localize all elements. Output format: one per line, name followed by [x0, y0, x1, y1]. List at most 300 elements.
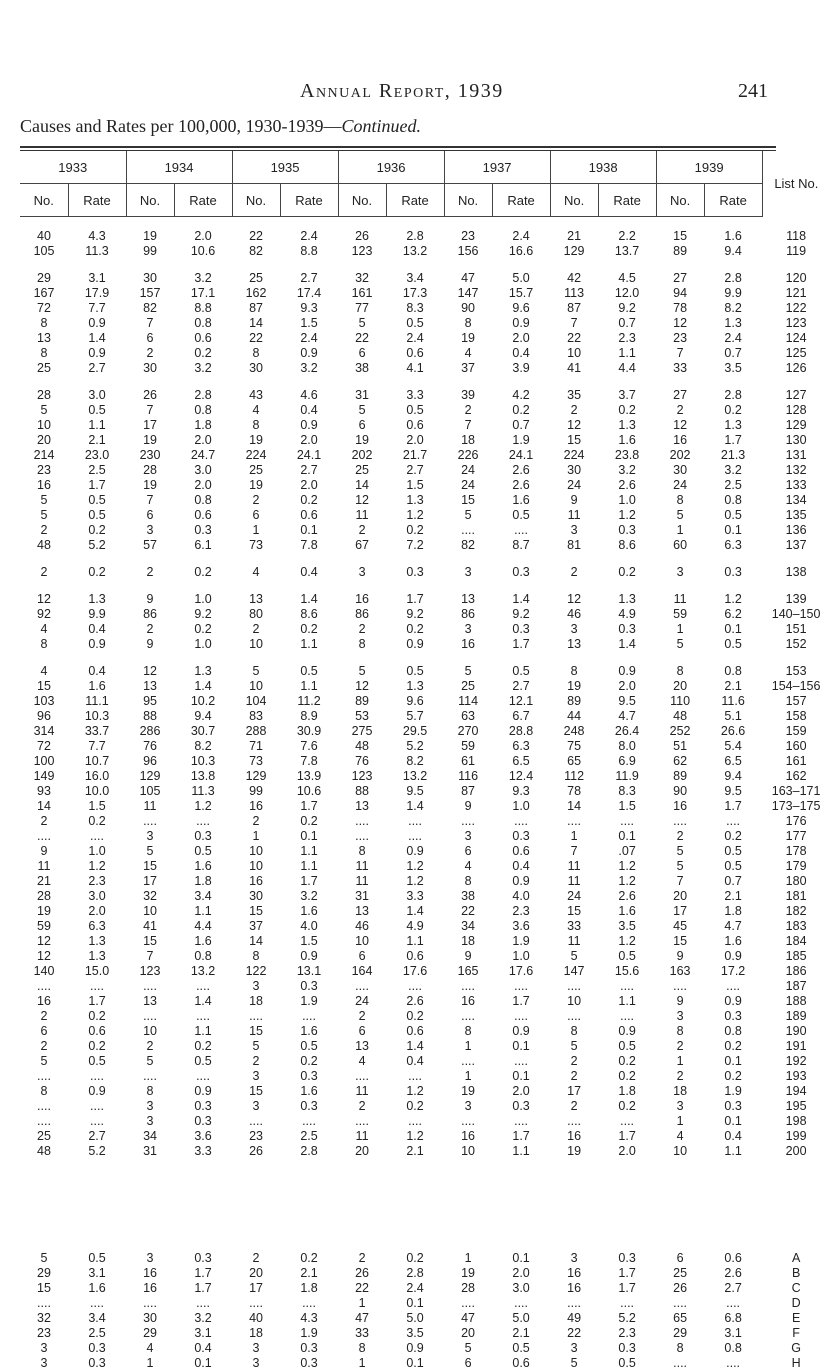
count-cell: 90 — [656, 784, 704, 799]
rate-cell: 1.2 — [386, 859, 444, 874]
rate-cell: 0.5 — [68, 1054, 126, 1069]
rate-cell: 0.2 — [280, 814, 338, 829]
count-cell: 17 — [126, 874, 174, 889]
table-row — [20, 1129, 830, 1144]
rate-cell: 1.4 — [386, 1039, 444, 1054]
rate-cell: 1.1 — [492, 1144, 550, 1159]
rate-cell: 0.8 — [174, 493, 232, 508]
rate-cell: 1.7 — [492, 994, 550, 1009]
rate-cell: 2.0 — [68, 904, 126, 919]
rate-cell: 24.7 — [174, 448, 232, 463]
rate-cell: 3.2 — [704, 463, 762, 478]
count-cell: 89 — [338, 694, 386, 709]
count-cell: 3 — [232, 1069, 280, 1084]
count-cell: 123 — [126, 964, 174, 979]
list-no-cell: 130 — [762, 433, 830, 448]
list-no-cell: B — [762, 1266, 830, 1281]
count-cell: 76 — [338, 754, 386, 769]
table-row — [20, 388, 830, 403]
rate-cell: 0.1 — [598, 829, 656, 844]
count-cell: .... — [338, 979, 386, 994]
count-cell: 8 — [338, 1341, 386, 1356]
rate-cell: 33.7 — [68, 724, 126, 739]
list-no-cell: 190 — [762, 1024, 830, 1039]
count-cell: 1 — [656, 1054, 704, 1069]
count-cell: 2 — [550, 1054, 598, 1069]
count-cell: 61 — [444, 754, 492, 769]
rate-cell: 0.5 — [68, 403, 126, 418]
table-row — [20, 433, 830, 448]
count-cell: 12 — [550, 592, 598, 607]
rate-cell: 2.8 — [174, 388, 232, 403]
rate-cell: 5.0 — [386, 1311, 444, 1326]
count-cell: 16 — [656, 799, 704, 814]
rate-cell: 1.9 — [492, 433, 550, 448]
rate-cell: 7.7 — [68, 301, 126, 316]
rate-cell: 2.6 — [598, 889, 656, 904]
rate-cell: 1.3 — [386, 679, 444, 694]
rate-cell: .... — [280, 1009, 338, 1024]
rate-cell: 8.8 — [174, 301, 232, 316]
rate-cell: 1.6 — [598, 433, 656, 448]
count-cell: 7 — [656, 346, 704, 361]
table-row — [20, 523, 830, 538]
count-cell: 5 — [126, 844, 174, 859]
table-row — [20, 1114, 830, 1129]
rate-cell: 1.6 — [492, 493, 550, 508]
table-row — [20, 724, 830, 739]
rate-cell: 0.4 — [174, 1341, 232, 1356]
count-cell: 5 — [444, 1341, 492, 1356]
rate-cell: 1.6 — [280, 1084, 338, 1099]
rate-cell: 0.3 — [386, 565, 444, 580]
rate-cell: 1.1 — [598, 994, 656, 1009]
rate-cell: 0.4 — [492, 859, 550, 874]
rate-cell: 0.9 — [68, 316, 126, 331]
rate-cell: 4.9 — [386, 919, 444, 934]
count-cell: .... — [126, 979, 174, 994]
table-row — [20, 934, 830, 949]
count-cell: 8 — [550, 664, 598, 679]
rate-cell: 0.9 — [68, 346, 126, 361]
count-cell: 19 — [232, 433, 280, 448]
count-cell: 16 — [20, 994, 68, 1009]
count-cell: 224 — [550, 448, 598, 463]
rate-cell: 12.1 — [492, 694, 550, 709]
count-cell: 19 — [126, 478, 174, 493]
rate-cell: 11.1 — [68, 694, 126, 709]
rate-cell: 10.2 — [174, 694, 232, 709]
count-cell: 2 — [20, 1039, 68, 1054]
count-cell: 10 — [232, 859, 280, 874]
rate-cell: 0.3 — [280, 1069, 338, 1084]
count-cell: 38 — [338, 361, 386, 376]
count-cell: 48 — [656, 709, 704, 724]
count-cell: 202 — [656, 448, 704, 463]
count-cell: 24 — [338, 994, 386, 1009]
count-cell: 7 — [444, 418, 492, 433]
table-row — [20, 664, 830, 679]
count-cell: 12 — [656, 418, 704, 433]
count-cell: 7 — [656, 874, 704, 889]
rate-cell: 17.9 — [68, 286, 126, 301]
count-cell: 72 — [20, 301, 68, 316]
rate-cell: 2.1 — [386, 1144, 444, 1159]
rate-cell: 4.3 — [280, 1311, 338, 1326]
count-cell: 129 — [126, 769, 174, 784]
rate-cell: 9.9 — [704, 286, 762, 301]
rate-cell: 9.6 — [492, 301, 550, 316]
count-cell: 3 — [232, 1356, 280, 1371]
rate-cell: .... — [598, 1296, 656, 1311]
rate-cell: 0.5 — [386, 403, 444, 418]
rate-cell: 1.8 — [704, 904, 762, 919]
rate-cell: 1.1 — [280, 637, 338, 652]
table-row — [20, 316, 830, 331]
count-cell: 9 — [656, 994, 704, 1009]
table-row — [20, 1069, 830, 1084]
rate-cell: 0.8 — [704, 1341, 762, 1356]
count-cell: 24 — [444, 478, 492, 493]
rate-cell: 2.0 — [174, 229, 232, 244]
rate-cell: 6.8 — [704, 1311, 762, 1326]
count-cell: 116 — [444, 769, 492, 784]
count-cell: .... — [550, 1114, 598, 1129]
rate-cell: 0.8 — [174, 316, 232, 331]
count-cell: 82 — [444, 538, 492, 553]
count-cell: 48 — [20, 538, 68, 553]
count-cell: 25 — [20, 361, 68, 376]
count-cell: 12 — [550, 418, 598, 433]
rate-cell: 1.7 — [174, 1266, 232, 1281]
rate-cell: 11.3 — [68, 244, 126, 259]
count-cell: .... — [232, 1009, 280, 1024]
spacer-cell — [20, 1159, 830, 1251]
rate-cell: 8.3 — [386, 301, 444, 316]
table-row — [20, 301, 830, 316]
rate-cell: 3.0 — [68, 889, 126, 904]
rate-cell: 1.1 — [68, 418, 126, 433]
rate-cell: 1.0 — [492, 949, 550, 964]
count-cell: 6 — [444, 844, 492, 859]
count-cell: .... — [338, 829, 386, 844]
rate-cell: 0.6 — [280, 508, 338, 523]
table-row — [20, 784, 830, 799]
rate-cell: 1.4 — [492, 592, 550, 607]
count-cell: 3 — [550, 1251, 598, 1266]
count-cell: 26 — [126, 388, 174, 403]
count-cell: 38 — [444, 889, 492, 904]
count-cell: 95 — [126, 694, 174, 709]
rate-cell: 0.2 — [386, 1251, 444, 1266]
rate-cell: 17.2 — [704, 964, 762, 979]
count-cell: 4 — [444, 346, 492, 361]
count-cell: 77 — [338, 301, 386, 316]
rate-cell: 0.5 — [174, 844, 232, 859]
count-cell: 11 — [656, 592, 704, 607]
count-cell: 230 — [126, 448, 174, 463]
rate-cell: 1.4 — [280, 592, 338, 607]
table-row — [20, 769, 830, 784]
rate-cell: 8.2 — [704, 301, 762, 316]
count-cell: 1 — [550, 829, 598, 844]
rate-cell: 0.5 — [68, 508, 126, 523]
rate-cell: 1.2 — [386, 508, 444, 523]
count-cell: 2 — [232, 1054, 280, 1069]
table-row — [20, 493, 830, 508]
count-cell: 16 — [232, 799, 280, 814]
list-no-cell: 154–156 — [762, 679, 830, 694]
count-cell: 22 — [232, 331, 280, 346]
rate-cell: 0.3 — [492, 829, 550, 844]
count-cell: 1 — [656, 622, 704, 637]
table-row — [20, 754, 830, 769]
count-cell: .... — [656, 1356, 704, 1371]
count-cell: 288 — [232, 724, 280, 739]
list-no-cell: 184 — [762, 934, 830, 949]
rate-cell: 0.9 — [386, 844, 444, 859]
count-cell: 57 — [126, 538, 174, 553]
rate-cell: 2.6 — [492, 478, 550, 493]
count-cell: 122 — [232, 964, 280, 979]
rate-cell: 0.2 — [68, 523, 126, 538]
rate-cell: .... — [386, 1114, 444, 1129]
count-cell: 3 — [444, 1099, 492, 1114]
count-cell: 17 — [550, 1084, 598, 1099]
table-row — [20, 679, 830, 694]
rate-cell: 16.6 — [492, 244, 550, 259]
rate-cell: 10.6 — [280, 784, 338, 799]
rate-header: Rate — [68, 184, 126, 217]
rate-cell: 0.3 — [492, 565, 550, 580]
rate-cell: 12.0 — [598, 286, 656, 301]
count-cell: 34 — [126, 1129, 174, 1144]
rate-cell: 1.0 — [174, 592, 232, 607]
rate-cell: 7.2 — [386, 538, 444, 553]
count-cell: 2 — [656, 1039, 704, 1054]
rate-cell: .... — [68, 1069, 126, 1084]
rate-cell: 2.1 — [492, 1326, 550, 1341]
list-no-cell: 152 — [762, 637, 830, 652]
count-cell: 15 — [232, 1084, 280, 1099]
rate-cell: 1.2 — [598, 874, 656, 889]
rate-cell: 1.8 — [280, 1281, 338, 1296]
rate-header: Rate — [492, 184, 550, 217]
rate-cell: 2.7 — [280, 271, 338, 286]
count-cell: 12 — [20, 934, 68, 949]
rate-cell: 0.2 — [492, 403, 550, 418]
count-cell: 3 — [444, 565, 492, 580]
rate-cell: 1.7 — [68, 478, 126, 493]
rate-cell: 1.3 — [68, 934, 126, 949]
count-cell: 10 — [656, 1144, 704, 1159]
rate-cell: .... — [704, 1356, 762, 1371]
rate-cell: 26.4 — [598, 724, 656, 739]
year-header: 1939 — [656, 151, 762, 184]
count-cell: 15 — [232, 904, 280, 919]
table-caption — [20, 116, 421, 137]
rate-cell: 1.2 — [598, 508, 656, 523]
rate-cell: .... — [598, 1114, 656, 1129]
count-cell: 314 — [20, 724, 68, 739]
rate-cell: 3.4 — [68, 1311, 126, 1326]
count-cell: 20 — [232, 1266, 280, 1281]
rate-cell: .... — [68, 979, 126, 994]
rate-cell: 0.6 — [386, 346, 444, 361]
rate-cell: 4.7 — [704, 919, 762, 934]
count-cell: 3 — [232, 1099, 280, 1114]
count-cell: .... — [338, 1114, 386, 1129]
rate-cell: 1.2 — [598, 859, 656, 874]
rate-cell: 3.3 — [386, 388, 444, 403]
list-no-cell: H — [762, 1356, 830, 1371]
rate-cell: 0.5 — [68, 1251, 126, 1266]
rate-cell: 16.0 — [68, 769, 126, 784]
rate-cell: 5.1 — [704, 709, 762, 724]
count-cell: 30 — [656, 463, 704, 478]
count-cell: 30 — [232, 361, 280, 376]
rate-cell: 0.5 — [598, 949, 656, 964]
rate-cell: 2.0 — [492, 331, 550, 346]
rate-cell: 1.6 — [704, 934, 762, 949]
count-cell: 16 — [126, 1281, 174, 1296]
count-cell: 9 — [126, 637, 174, 652]
rate-cell: 0.9 — [386, 1341, 444, 1356]
count-cell: 10 — [126, 1024, 174, 1039]
count-cell: 1 — [338, 1356, 386, 1371]
rate-cell: 0.9 — [598, 664, 656, 679]
count-cell: .... — [338, 1069, 386, 1084]
rate-cell: 17.1 — [174, 286, 232, 301]
list-no-cell: 177 — [762, 829, 830, 844]
count-cell: 1 — [126, 1356, 174, 1371]
count-cell: 7 — [550, 316, 598, 331]
count-cell: 1 — [656, 1114, 704, 1129]
count-cell: 86 — [338, 607, 386, 622]
rate-cell: 8.3 — [598, 784, 656, 799]
rate-cell: 21.7 — [386, 448, 444, 463]
count-cell: 149 — [20, 769, 68, 784]
rate-cell: 2.5 — [68, 1326, 126, 1341]
count-cell: 157 — [126, 286, 174, 301]
count-cell: 13 — [126, 994, 174, 1009]
count-cell: 11 — [126, 799, 174, 814]
count-cell: 23 — [232, 1129, 280, 1144]
count-cell: 112 — [550, 769, 598, 784]
rate-cell: .... — [68, 1296, 126, 1311]
rate-cell: 4.0 — [280, 919, 338, 934]
rate-cell: 3.3 — [386, 889, 444, 904]
count-cell: 13 — [338, 1039, 386, 1054]
list-no-cell: 195 — [762, 1099, 830, 1114]
count-cell: 8 — [338, 637, 386, 652]
count-cell: .... — [126, 1009, 174, 1024]
rate-cell: 2.2 — [598, 229, 656, 244]
count-cell: 5 — [656, 508, 704, 523]
count-cell: 11 — [338, 1129, 386, 1144]
count-cell: 19 — [550, 1144, 598, 1159]
count-cell: 87 — [444, 784, 492, 799]
table-body — [20, 217, 830, 1371]
count-cell: 13 — [126, 679, 174, 694]
rate-cell: 1.1 — [704, 1144, 762, 1159]
count-cell: 2 — [656, 829, 704, 844]
count-cell: 1 — [232, 523, 280, 538]
count-cell: 3 — [126, 523, 174, 538]
table-row — [20, 622, 830, 637]
rate-cell: 7.8 — [280, 754, 338, 769]
count-cell: 63 — [444, 709, 492, 724]
count-cell: 14 — [338, 478, 386, 493]
rate-cell: 3.2 — [174, 1311, 232, 1326]
rate-cell: 9.5 — [704, 784, 762, 799]
rate-cell: 1.5 — [386, 478, 444, 493]
spacer-row — [20, 259, 830, 271]
count-cell: 5 — [656, 859, 704, 874]
rate-cell: 0.3 — [598, 622, 656, 637]
count-cell: 29 — [126, 1326, 174, 1341]
rate-cell: 0.5 — [704, 637, 762, 652]
count-cell: 59 — [20, 919, 68, 934]
count-cell: 6 — [126, 331, 174, 346]
rate-cell: 9.4 — [704, 769, 762, 784]
rate-cell: .... — [174, 814, 232, 829]
rate-cell: 0.2 — [704, 1069, 762, 1084]
count-cell: .... — [656, 1296, 704, 1311]
count-cell: 81 — [550, 538, 598, 553]
count-cell: 19 — [20, 904, 68, 919]
table-row — [20, 1251, 830, 1266]
count-cell: 8 — [338, 844, 386, 859]
caption-main: Causes and Rates per 100,000, 1930-1939— — [20, 116, 341, 136]
count-cell: 40 — [232, 1311, 280, 1326]
count-cell: 2 — [232, 622, 280, 637]
table-row — [20, 1341, 830, 1356]
rate-cell: 9.3 — [280, 301, 338, 316]
count-cell: 46 — [550, 607, 598, 622]
count-cell: 19 — [444, 331, 492, 346]
count-cell: 8 — [656, 493, 704, 508]
list-no-cell: 125 — [762, 346, 830, 361]
rate-cell: 26.6 — [704, 724, 762, 739]
count-cell: 2 — [232, 493, 280, 508]
count-cell: .... — [20, 1296, 68, 1311]
rate-cell: 0.2 — [174, 565, 232, 580]
rate-cell: .... — [704, 814, 762, 829]
count-cell: 4 — [126, 1341, 174, 1356]
count-cell: 104 — [232, 694, 280, 709]
rate-cell: 1.6 — [280, 1024, 338, 1039]
rate-cell: 0.9 — [68, 1084, 126, 1099]
rate-cell: 1.6 — [598, 904, 656, 919]
count-cell: 11 — [550, 934, 598, 949]
rate-cell: 2.5 — [704, 478, 762, 493]
count-cell: 71 — [232, 739, 280, 754]
table-row — [20, 418, 830, 433]
count-cell: 41 — [126, 919, 174, 934]
list-no-cell: 200 — [762, 1144, 830, 1159]
count-cell: .... — [550, 1009, 598, 1024]
table-row — [20, 637, 830, 652]
list-no-cell: 122 — [762, 301, 830, 316]
rate-cell: 1.3 — [704, 418, 762, 433]
rate-cell: 17.3 — [386, 286, 444, 301]
count-cell: 16 — [338, 592, 386, 607]
count-cell: 9 — [444, 949, 492, 964]
count-cell: 105 — [126, 784, 174, 799]
rate-cell: 0.2 — [280, 1054, 338, 1069]
count-cell: 23 — [656, 331, 704, 346]
